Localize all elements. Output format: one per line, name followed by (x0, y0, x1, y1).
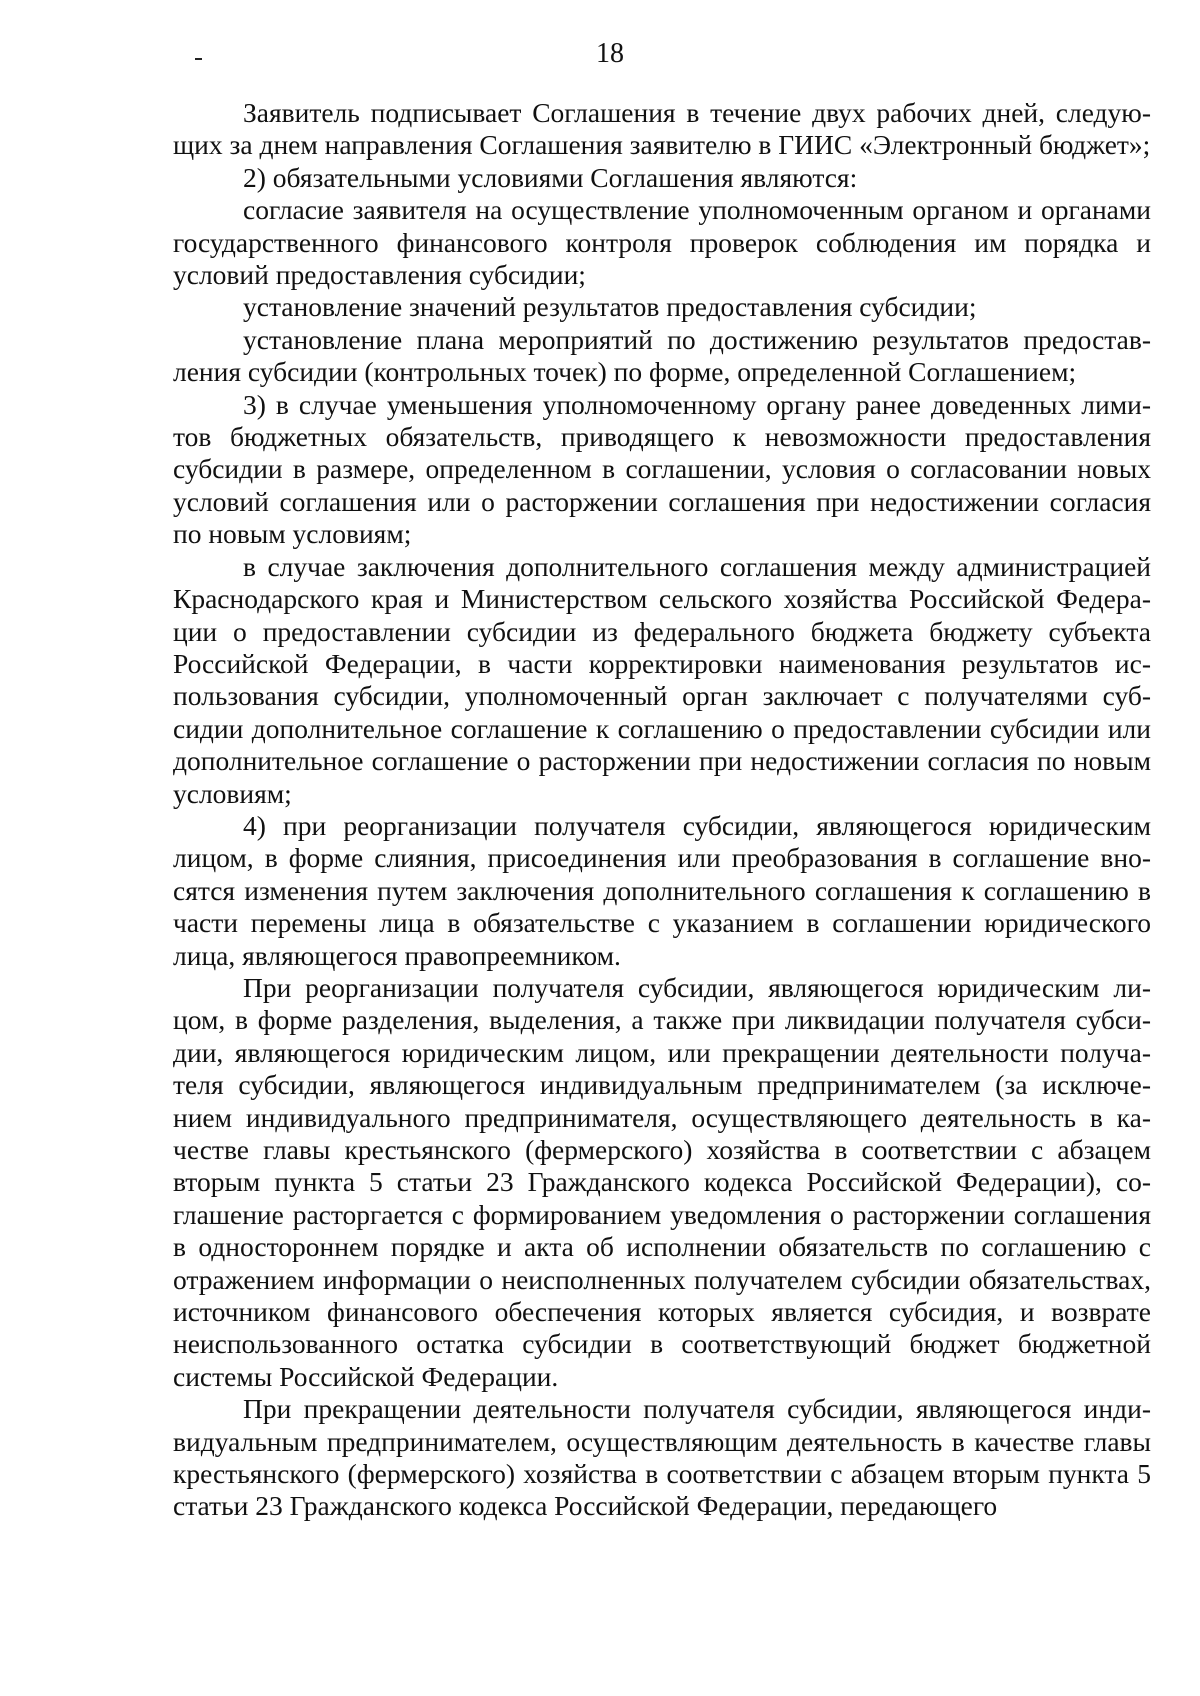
paragraph-action-plan: установление плана мероприятий по достижению результатов предоставления субсидии (контрольных точек) по форме, определенной Соглашением; (173, 323, 1151, 388)
paragraph-results-values: установление значений результатов предоставления субсидии; (243, 291, 977, 323)
paragraph-item-2-heading: 2) обязательными условиями Соглашения являются: (243, 161, 858, 193)
paragraph-supplementary-agreement: в случае заключения дополнительного соглашения между администрацией Краснодарского края и Министерством сельского хозяйства Российской Федерации о предоставлении субсидии из федерального бюджета бюджету субъекта Российской Федерации, в части корректировки наименования результатов использования субсидии, уполномоченный орган заключает с получателями субсидии дополнительное соглашение к соглашению о предоставлении субсидии или дополнительное соглашение о расторжении при недостижении согласия по новым условиям; (173, 550, 1151, 809)
paragraph-signing-deadline: Заявитель подписывает Соглашения в течение двух рабочих дней, следующих за днем направления Соглашения заявителю в ГИИС «Электронный бюджет»; (173, 97, 1151, 161)
page-number: 18 (596, 38, 624, 69)
paragraph-farm-head-termination: При прекращении деятельности получателя субсидии, являющегося индивидуальным предпринимателем, осуществляющим деятельность в качестве главы крестьянского (фермерского) хозяйства в соответствии с абзацем вторым пункта 5 статьи 23 Гражданского кодекса Российской Федерации, передающего (173, 1393, 1151, 1522)
paragraph-reorganization-termination: При реорганизации получателя субсидии, являющегося юридическим лицом, в форме разделения, выделения, а также при ликвидации получателя субсидии, являющегося юридическим лицом, или прекращении деятельности получателя субсидии, являющегося индивидуальным предпринимателем (за исключением индивидуального предпринимателя, осуществляющего деятельность в качестве главы крестьянского (фермерского) хозяйства в соответствии с абзацем вторым пункта 5 статьи 23 Гражданского кодекса Российской Федерации), соглашение расторгается с формированием уведомления о расторжении соглашения в одностороннем порядке и акта об исполнении обязательств по соглашению с отражением информации о неисполненных получателем субсидии обязательствах, источником финансового обеспечения которых является субсидия, и возврате неиспользованного остатка субсидии в соответствующий бюджет бюджетной системы Российской Федерации. (173, 971, 1151, 1392)
body-text (173, 97, 1151, 1523)
paragraph-consent-to-control: согласие заявителя на осуществление уполномоченным органом и органами государственного финансового контроля проверок соблюдения им порядка и условий предоставления субсидии; (173, 194, 1151, 291)
paragraph-item-3-limits-reduction: 3) в случае уменьшения уполномоченному органу ранее доведенных лимитов бюджетных обязательств, приводящего к невозможности предоставления субсидии в размере, определенном в соглашении, условия о согласовании новых условий соглашения или о расторжении соглашения при недостижении согласия по новым условиям; (173, 388, 1151, 550)
paragraph-item-4-reorganization: 4) при реорганизации получателя субсидии, являющегося юридическим лицом, в форме слияния, присоединения или преобразования в соглашение вносятся изменения путем заключения дополнительного соглашения к соглашению в части перемены лица в обязательстве с указанием в соглашении юридического лица, являющегося правопреемником. (173, 809, 1151, 971)
